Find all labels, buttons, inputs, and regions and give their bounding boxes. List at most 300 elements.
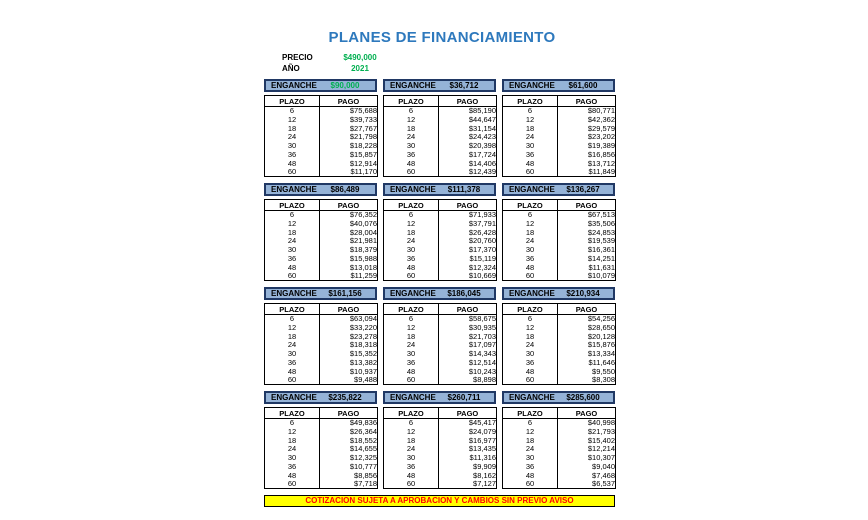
enganche-header (502, 391, 615, 404)
enganche-label: ENGANCHE (271, 81, 317, 90)
enganche-label: ENGANCHE (390, 393, 436, 402)
plazo-value: 30 (503, 350, 558, 359)
plazo-value: 6 (503, 211, 558, 220)
payment-table (502, 199, 616, 281)
plan-card (502, 287, 615, 385)
anio-row (282, 63, 620, 74)
payment-table-header-row (503, 200, 616, 211)
enganche-header (383, 391, 496, 404)
pago-column-header: PAGO (320, 96, 378, 107)
pago-value: $75,688 (320, 107, 378, 116)
payment-row (265, 168, 378, 177)
payment-row (503, 272, 616, 281)
pago-column-header: PAGO (439, 304, 497, 315)
pago-column-header: PAGO (320, 408, 378, 419)
pago-value: $14,251 (558, 254, 616, 263)
pago-value: $80,771 (558, 107, 616, 116)
plazo-value: 48 (384, 367, 439, 376)
plazo-value: 36 (384, 358, 439, 367)
plazo-value: 36 (503, 254, 558, 263)
payment-row (503, 419, 616, 428)
payment-row (384, 376, 497, 385)
plazo-value: 60 (503, 480, 558, 489)
payment-table (502, 303, 616, 385)
payment-row (503, 427, 616, 436)
plazo-value: 12 (503, 323, 558, 332)
price-info-block (282, 52, 620, 74)
pago-value: $9,909 (439, 462, 497, 471)
payment-row (503, 254, 616, 263)
enganche-label: ENGANCHE (509, 289, 555, 298)
plazo-value: 12 (503, 115, 558, 124)
payment-table-header-row (503, 408, 616, 419)
plazo-value: 12 (265, 219, 320, 228)
payment-row (384, 315, 497, 324)
plazo-value: 48 (265, 471, 320, 480)
pago-value: $20,128 (558, 332, 616, 341)
payment-table-header-row (384, 96, 497, 107)
enganche-label: ENGANCHE (390, 81, 436, 90)
payment-row (503, 246, 616, 255)
pago-value: $24,423 (439, 133, 497, 142)
plazo-value: 24 (265, 341, 320, 350)
enganche-value: $161,156 (328, 289, 362, 298)
enganche-value: $285,600 (566, 393, 600, 402)
pago-value: $15,119 (439, 254, 497, 263)
enganche-header (383, 183, 496, 196)
plan-card (502, 79, 615, 177)
plazo-value: 60 (503, 272, 558, 281)
payment-row (384, 168, 497, 177)
payment-table (383, 95, 497, 177)
enganche-value: $235,822 (328, 393, 362, 402)
pago-value: $11,259 (320, 272, 378, 281)
pago-value: $21,793 (558, 427, 616, 436)
pago-value: $39,733 (320, 115, 378, 124)
plazo-column-header: PLAZO (384, 304, 439, 315)
plazo-value: 30 (384, 246, 439, 255)
payment-table (264, 95, 378, 177)
plazo-value: 6 (384, 107, 439, 116)
plan-card (383, 79, 496, 177)
payment-row (503, 142, 616, 151)
pago-value: $28,650 (558, 323, 616, 332)
plazo-value: 12 (265, 323, 320, 332)
plazo-value: 30 (265, 454, 320, 463)
plazo-value: 60 (503, 376, 558, 385)
enganche-label: ENGANCHE (390, 185, 436, 194)
plazo-value: 60 (384, 168, 439, 177)
pago-value: $13,334 (558, 350, 616, 359)
pago-value: $76,352 (320, 211, 378, 220)
pago-column-header: PAGO (558, 304, 616, 315)
enganche-header (502, 287, 615, 300)
payment-row (384, 480, 497, 489)
plazo-value: 18 (503, 332, 558, 341)
plazo-value: 48 (384, 159, 439, 168)
plazo-value: 18 (384, 436, 439, 445)
pago-value: $24,079 (439, 427, 497, 436)
plazo-value: 24 (503, 445, 558, 454)
enganche-label: ENGANCHE (271, 393, 317, 402)
plazo-value: 24 (503, 237, 558, 246)
plazo-value: 6 (384, 419, 439, 428)
pago-value: $20,398 (439, 142, 497, 151)
plazo-value: 18 (384, 124, 439, 133)
anio-label: AÑO (282, 64, 300, 73)
payment-table (264, 303, 378, 385)
enganche-value: $186,045 (447, 289, 481, 298)
enganche-value: $61,600 (568, 81, 598, 90)
payment-table (264, 407, 378, 489)
pago-value: $23,202 (558, 133, 616, 142)
page-title: PLANES DE FINANCIAMIENTO (328, 29, 556, 46)
pago-value: $15,988 (320, 254, 378, 263)
plazo-value: 36 (265, 358, 320, 367)
plazo-value: 24 (384, 341, 439, 350)
enganche-label: ENGANCHE (509, 393, 555, 402)
pago-value: $12,914 (320, 159, 378, 168)
plazo-value: 24 (503, 133, 558, 142)
pago-value: $9,550 (558, 367, 616, 376)
payment-row (265, 254, 378, 263)
plazo-value: 48 (503, 263, 558, 272)
pago-value: $16,361 (558, 246, 616, 255)
pago-value: $85,190 (439, 107, 497, 116)
pago-value: $71,933 (439, 211, 497, 220)
precio-label: PRECIO (282, 53, 313, 62)
payment-row (384, 419, 497, 428)
pago-value: $15,857 (320, 150, 378, 159)
plazo-value: 24 (384, 237, 439, 246)
pago-value: $33,220 (320, 323, 378, 332)
pago-value: $7,468 (558, 471, 616, 480)
plazo-value: 36 (265, 462, 320, 471)
plazo-value: 24 (503, 341, 558, 350)
plazo-value: 30 (503, 142, 558, 151)
pago-value: $10,777 (320, 462, 378, 471)
payment-row (265, 150, 378, 159)
payment-row (384, 427, 497, 436)
plazo-value: 6 (503, 315, 558, 324)
pago-value: $11,646 (558, 358, 616, 367)
payment-table (383, 199, 497, 281)
pago-value: $12,325 (320, 454, 378, 463)
pago-value: $16,856 (558, 150, 616, 159)
payment-row (384, 254, 497, 263)
plazo-value: 24 (265, 133, 320, 142)
payment-table-header-row (265, 304, 378, 315)
payment-row (265, 219, 378, 228)
payment-row (265, 419, 378, 428)
plazo-value: 60 (384, 376, 439, 385)
pago-value: $12,439 (439, 168, 497, 177)
payment-row (265, 350, 378, 359)
pago-value: $9,040 (558, 462, 616, 471)
pago-value: $14,655 (320, 445, 378, 454)
pago-value: $30,935 (439, 323, 497, 332)
payment-table-header-row (384, 408, 497, 419)
enganche-value: $86,489 (330, 185, 360, 194)
pago-column-header: PAGO (558, 408, 616, 419)
pago-value: $20,760 (439, 237, 497, 246)
plan-card (502, 391, 615, 489)
plazo-value: 30 (503, 246, 558, 255)
pago-value: $31,154 (439, 124, 497, 133)
pago-value: $44,647 (439, 115, 497, 124)
pago-value: $18,228 (320, 142, 378, 151)
plan-card (264, 391, 377, 489)
pago-value: $15,402 (558, 436, 616, 445)
pago-value: $24,853 (558, 228, 616, 237)
payment-table-header-row (265, 96, 378, 107)
pago-value: $17,097 (439, 341, 497, 350)
payment-row (265, 142, 378, 151)
pago-column-header: PAGO (558, 96, 616, 107)
payment-table (264, 199, 378, 281)
payment-row (503, 211, 616, 220)
payment-row (384, 350, 497, 359)
plazo-value: 48 (265, 159, 320, 168)
pago-value: $63,094 (320, 315, 378, 324)
plazo-value: 30 (384, 350, 439, 359)
payment-row (503, 358, 616, 367)
enganche-value: $210,934 (566, 289, 600, 298)
pago-value: $7,127 (439, 480, 497, 489)
plazo-column-header: PLAZO (384, 200, 439, 211)
plazo-value: 36 (384, 462, 439, 471)
enganche-header (502, 79, 615, 92)
plazo-value: 36 (503, 358, 558, 367)
pago-value: $11,170 (320, 168, 378, 177)
payment-row (384, 246, 497, 255)
payment-row (265, 315, 378, 324)
plazo-value: 18 (384, 332, 439, 341)
plazo-value: 36 (503, 150, 558, 159)
payment-row (384, 454, 497, 463)
plazo-value: 60 (384, 272, 439, 281)
pago-value: $10,669 (439, 272, 497, 281)
plazo-value: 48 (503, 471, 558, 480)
pago-value: $21,703 (439, 332, 497, 341)
pago-value: $19,389 (558, 142, 616, 151)
pago-value: $12,324 (439, 263, 497, 272)
payment-table (502, 407, 616, 489)
pago-column-header: PAGO (439, 408, 497, 419)
pago-value: $10,937 (320, 367, 378, 376)
plazo-value: 12 (384, 427, 439, 436)
payment-row (265, 246, 378, 255)
payment-table-header-row (503, 96, 616, 107)
plazo-column-header: PLAZO (384, 96, 439, 107)
pago-value: $6,537 (558, 480, 616, 489)
pago-value: $26,364 (320, 427, 378, 436)
plazo-value: 6 (503, 107, 558, 116)
pago-value: $15,352 (320, 350, 378, 359)
plazo-value: 60 (265, 168, 320, 177)
plazo-value: 24 (384, 445, 439, 454)
plazo-value: 60 (265, 480, 320, 489)
pago-column-header: PAGO (439, 96, 497, 107)
plazo-value: 18 (265, 332, 320, 341)
pago-value: $12,514 (439, 358, 497, 367)
plazo-value: 36 (384, 150, 439, 159)
pago-value: $15,876 (558, 341, 616, 350)
plazo-value: 12 (265, 115, 320, 124)
payment-row (265, 115, 378, 124)
plans-grid (264, 79, 620, 489)
payment-row (384, 272, 497, 281)
pago-value: $37,791 (439, 219, 497, 228)
plazo-value: 60 (265, 272, 320, 281)
enganche-value: $90,000 (330, 81, 360, 90)
payment-row (265, 107, 378, 116)
pago-value: $35,506 (558, 219, 616, 228)
enganche-label: ENGANCHE (271, 289, 317, 298)
payment-table (502, 95, 616, 177)
enganche-header (264, 391, 377, 404)
pago-value: $7,718 (320, 480, 378, 489)
enganche-value: $136,267 (566, 185, 600, 194)
plazo-value: 6 (503, 419, 558, 428)
pago-value: $10,307 (558, 454, 616, 463)
anio-value: 2021 (351, 64, 369, 73)
payment-row (503, 454, 616, 463)
payment-row (265, 454, 378, 463)
plazo-column-header: PLAZO (265, 96, 320, 107)
pago-value: $8,308 (558, 376, 616, 385)
pago-value: $27,767 (320, 124, 378, 133)
payment-row (384, 323, 497, 332)
precio-row (282, 52, 620, 63)
plazo-value: 6 (265, 211, 320, 220)
enganche-label: ENGANCHE (509, 185, 555, 194)
plazo-value: 12 (384, 323, 439, 332)
pago-value: $21,981 (320, 237, 378, 246)
enganche-value: $36,712 (449, 81, 479, 90)
payment-row (503, 115, 616, 124)
plazo-value: 30 (265, 142, 320, 151)
payment-row (265, 480, 378, 489)
payment-row (503, 462, 616, 471)
precio-value: $490,000 (343, 53, 377, 62)
pago-value: $45,417 (439, 419, 497, 428)
plazo-value: 18 (265, 124, 320, 133)
plazo-value: 30 (503, 454, 558, 463)
payment-row (384, 462, 497, 471)
payment-row (384, 150, 497, 159)
pago-value: $28,004 (320, 228, 378, 237)
payment-row (384, 211, 497, 220)
plazo-value: 6 (265, 107, 320, 116)
payment-table-header-row (384, 200, 497, 211)
pago-value: $18,552 (320, 436, 378, 445)
payment-row (265, 211, 378, 220)
pago-value: $18,379 (320, 246, 378, 255)
pago-value: $13,382 (320, 358, 378, 367)
plazo-value: 48 (384, 263, 439, 272)
enganche-header (264, 287, 377, 300)
payment-row (384, 142, 497, 151)
plan-card (383, 183, 496, 281)
enganche-label: ENGANCHE (509, 81, 555, 90)
payment-row (384, 115, 497, 124)
plazo-value: 6 (265, 315, 320, 324)
payment-row (503, 219, 616, 228)
payment-row (384, 219, 497, 228)
plazo-value: 12 (384, 219, 439, 228)
pago-value: $12,214 (558, 445, 616, 454)
plazo-value: 48 (265, 367, 320, 376)
payment-row (503, 107, 616, 116)
payment-table-header-row (503, 304, 616, 315)
pago-column-header: PAGO (320, 304, 378, 315)
plazo-column-header: PLAZO (503, 304, 558, 315)
payment-row (265, 427, 378, 436)
pago-value: $10,079 (558, 272, 616, 281)
plan-card (264, 183, 377, 281)
pago-value: $40,998 (558, 419, 616, 428)
plazo-column-header: PLAZO (265, 304, 320, 315)
payment-row (503, 350, 616, 359)
plazo-column-header: PLAZO (503, 408, 558, 419)
payment-row (265, 323, 378, 332)
plazo-column-header: PLAZO (265, 408, 320, 419)
financing-sheet (264, 30, 620, 507)
pago-value: $17,724 (439, 150, 497, 159)
plazo-value: 36 (265, 254, 320, 263)
plazo-value: 6 (265, 419, 320, 428)
enganche-value: $260,711 (447, 393, 481, 402)
pago-value: $58,675 (439, 315, 497, 324)
enganche-label: ENGANCHE (271, 185, 317, 194)
payment-row (384, 358, 497, 367)
plazo-value: 36 (265, 150, 320, 159)
pago-value: $19,539 (558, 237, 616, 246)
plazo-value: 60 (384, 480, 439, 489)
plazo-value: 48 (384, 471, 439, 480)
pago-value: $9,488 (320, 376, 378, 385)
plan-card (502, 183, 615, 281)
pago-column-header: PAGO (558, 200, 616, 211)
plazo-column-header: PLAZO (503, 200, 558, 211)
payment-row (503, 376, 616, 385)
plazo-value: 12 (265, 427, 320, 436)
disclaimer-banner: COTIZACION SUJETA A APROBACION Y CAMBIOS SIN PREVIO AVISO (264, 495, 615, 507)
plazo-value: 36 (384, 254, 439, 263)
pago-value: $17,370 (439, 246, 497, 255)
plan-card (264, 79, 377, 177)
plazo-value: 30 (384, 142, 439, 151)
plazo-value: 24 (384, 133, 439, 142)
pago-value: $18,318 (320, 341, 378, 350)
payment-table (383, 303, 497, 385)
plazo-value: 18 (503, 228, 558, 237)
pago-column-header: PAGO (320, 200, 378, 211)
payment-row (503, 315, 616, 324)
plazo-column-header: PLAZO (503, 96, 558, 107)
plazo-value: 18 (265, 436, 320, 445)
pago-value: $14,343 (439, 350, 497, 359)
payment-table-header-row (265, 200, 378, 211)
plazo-value: 18 (503, 436, 558, 445)
plazo-value: 6 (384, 315, 439, 324)
pago-value: $42,362 (558, 115, 616, 124)
plazo-value: 18 (503, 124, 558, 133)
plazo-value: 48 (265, 263, 320, 272)
plazo-value: 18 (384, 228, 439, 237)
pago-value: $23,278 (320, 332, 378, 341)
